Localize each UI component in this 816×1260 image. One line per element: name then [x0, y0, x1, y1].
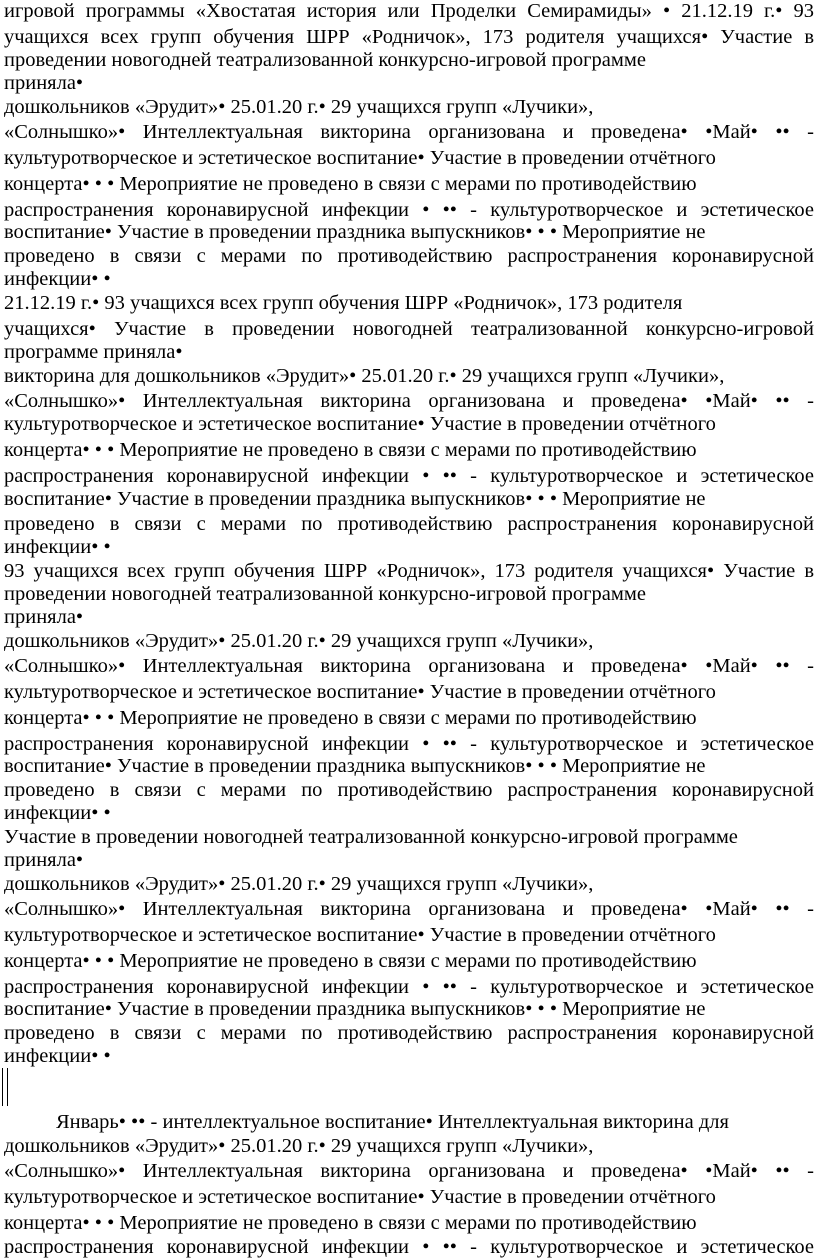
text-line: 21.12.19 г.• 93 учащихся всех групп обучения ШРР «Родничок», 173 родителя — [4, 292, 683, 314]
text-line: инфекции• • — [4, 802, 111, 824]
text-line: программе приняла• — [4, 341, 183, 363]
text-line: «Солнышко»• Интеллектуальная викторина организована и проведена• •Май• •• - — [4, 1160, 814, 1182]
text-line: «Солнышко»• Интеллектуальная викторина организована и проведена• •Май• •• - — [4, 898, 814, 920]
text-line: игровой программы «Хвостатая история или Проделки Семирамиды» • 21.12.19 г.• 93 — [4, 0, 814, 22]
text-line: приняла• — [4, 72, 84, 94]
text-line: инфекции• • — [4, 536, 111, 558]
text-line: учащихся всех групп обучения ШРР «Родничок», 173 родителя учащихся• Участие в — [4, 26, 814, 48]
text-line: проведено в связи с мерами по противодействию распространения коронавирусной — [4, 1022, 814, 1044]
text-line: воспитание• Участие в проведении праздника выпускников• • • Мероприятие не — [4, 998, 706, 1020]
text-line: проведении новогодней театрализованной конкурсно-игровой программе — [4, 583, 646, 605]
text-line: распространения коронавирусной инфекции • •• - культуротворческое и эстетическое — [4, 1236, 814, 1258]
text-line: концерта• • • Мероприятие не проведено в связи с мерами по противодействию — [4, 439, 697, 461]
text-line: проведении новогодней театрализованной конкурсно-игровой программе — [4, 49, 646, 71]
text-line: дошкольников «Эрудит»• 25.01.20 г.• 29 учащихся групп «Лучики», — [4, 96, 594, 118]
text-line: распространения коронавирусной инфекции • •• - культуротворческое и эстетическое — [4, 465, 814, 487]
text-line: культуротворческое и эстетическое воспитание• Участие в проведении отчётного — [4, 924, 716, 946]
text-line: воспитание• Участие в проведении праздника выпускников• • • Мероприятие не — [4, 488, 706, 510]
text-line: дошкольников «Эрудит»• 25.01.20 г.• 29 учащихся групп «Лучики», — [4, 1135, 594, 1157]
text-line: инфекции• • — [4, 1045, 111, 1067]
text-line: «Солнышко»• Интеллектуальная викторина организована и проведена• •Май• •• - — [4, 655, 814, 677]
text-line: воспитание• Участие в проведении праздника выпускников• • • Мероприятие не — [4, 221, 706, 243]
text-line: приняла• — [4, 606, 84, 628]
text-cursor-marker — [2, 1068, 8, 1106]
text-line: проведено в связи с мерами по противодействию распространения коронавирусной — [4, 245, 814, 267]
text-line: «Солнышко»• Интеллектуальная викторина организована и проведена• •Май• •• - — [4, 390, 814, 412]
text-line: викторина для дошкольников «Эрудит»• 25.01.20 г.• 29 учащихся групп «Лучики», — [4, 365, 725, 387]
text-line: Январь• •• - интеллектуальное воспитание• Интеллектуальная викторина для — [56, 1111, 729, 1133]
text-line: концерта• • • Мероприятие не проведено в связи с мерами по противодействию — [4, 707, 697, 729]
text-line: воспитание• Участие в проведении праздника выпускников• • • Мероприятие не — [4, 755, 706, 777]
text-line: культуротворческое и эстетическое воспитание• Участие в проведении отчётного — [4, 147, 716, 169]
text-line: дошкольников «Эрудит»• 25.01.20 г.• 29 учащихся групп «Лучики», — [4, 873, 594, 895]
text-line: культуротворческое и эстетическое воспитание• Участие в проведении отчётного — [4, 413, 716, 435]
text-line: приняла• — [4, 849, 84, 871]
text-line: концерта• • • Мероприятие не проведено в связи с мерами по противодействию — [4, 950, 697, 972]
text-line: культуротворческое и эстетическое воспитание• Участие в проведении отчётного — [4, 681, 716, 703]
text-line: проведено в связи с мерами по противодействию распространения коронавирусной — [4, 513, 814, 535]
text-line: «Солнышко»• Интеллектуальная викторина организована и проведена• •Май• •• - — [4, 121, 814, 143]
text-line: учащихся• Участие в проведении новогодней театрализованной конкурсно-игровой — [4, 318, 814, 340]
text-line: дошкольников «Эрудит»• 25.01.20 г.• 29 учащихся групп «Лучики», — [4, 630, 594, 652]
text-line: проведено в связи с мерами по противодействию распространения коронавирусной — [4, 779, 814, 801]
text-line: концерта• • • Мероприятие не проведено в связи с мерами по противодействию — [4, 1212, 697, 1234]
text-line: 93 учащихся всех групп обучения ШРР «Родничок», 173 родителя учащихся• Участие в — [4, 560, 814, 582]
text-line: распространения коронавирусной инфекции • •• - культуротворческое и эстетическое — [4, 976, 814, 998]
text-line: распространения коронавирусной инфекции • •• - культуротворческое и эстетическое — [4, 199, 814, 221]
text-line: Участие в проведении новогодней театрализованной конкурсно-игровой программе — [4, 826, 738, 848]
text-line: концерта• • • Мероприятие не проведено в связи с мерами по противодействию — [4, 173, 697, 195]
text-line: инфекции• • — [4, 268, 111, 290]
text-line: распространения коронавирусной инфекции • •• - культуротворческое и эстетическое — [4, 733, 814, 755]
text-line: культуротворческое и эстетическое воспитание• Участие в проведении отчётного — [4, 1186, 716, 1208]
